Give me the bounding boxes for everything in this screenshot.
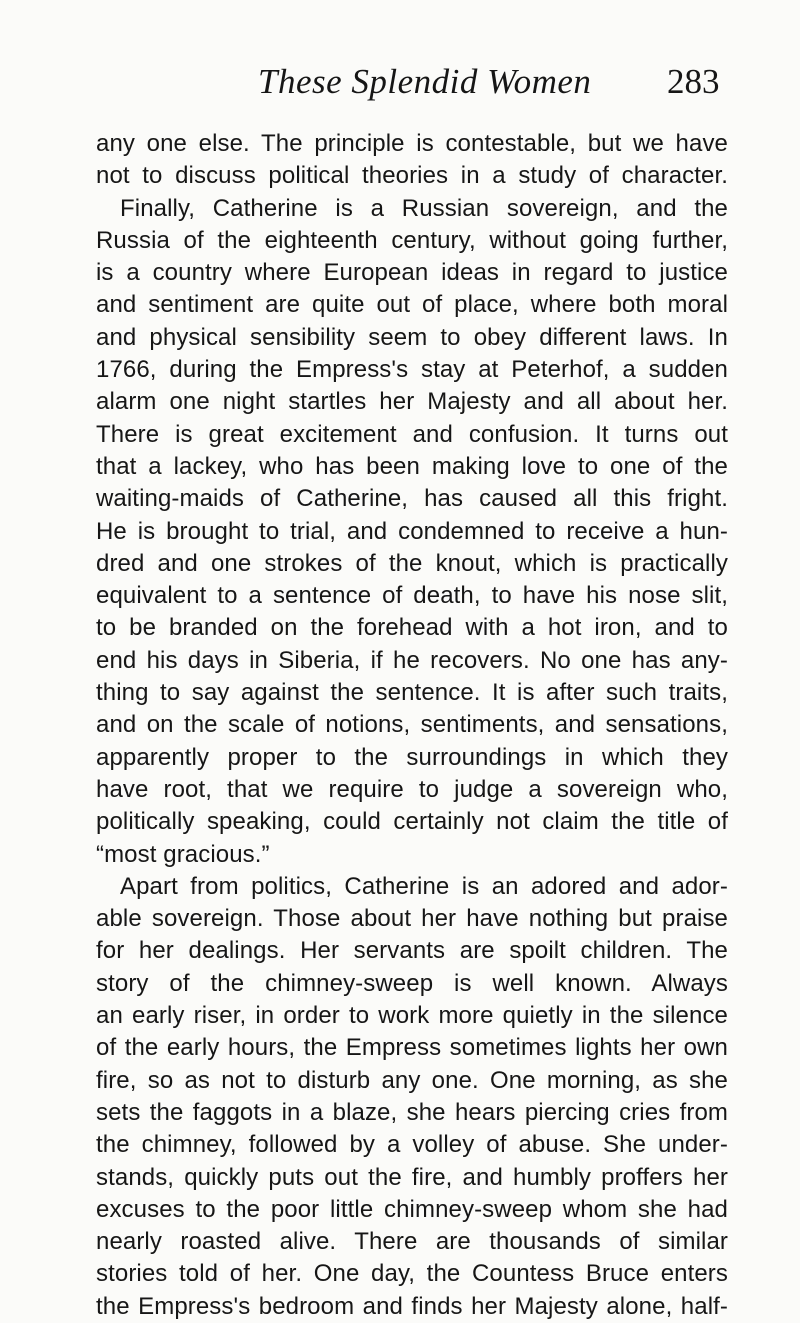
text-line: have root, that we require to judge a sovereign who, <box>96 775 728 803</box>
text-line: for her dealings. Her servants are spoilt children. The <box>96 937 728 965</box>
text-line: thing to say against the sentence. It is after such traits, <box>96 679 728 707</box>
text-line: 1766, during the Empress's stay at Peterhof, a sudden <box>96 356 728 384</box>
text-line: alarm one night startles her Majesty and all about her. <box>96 388 728 416</box>
text-line: Apart from politics, Catherine is an adored and ador- <box>120 872 728 900</box>
page-number: 283 <box>667 62 720 101</box>
text-line: Russia of the eighteenth century, without going further, <box>96 226 728 254</box>
text-line: apparently proper to the surroundings in which they <box>96 743 728 771</box>
text-line: an early riser, in order to work more quietly in the silence <box>96 1002 728 1030</box>
text-line: the chimney, followed by a volley of abuse. She under- <box>96 1131 728 1159</box>
text-line: to be branded on the forehead with a hot iron, and to <box>96 614 728 642</box>
text-line: fire, so as not to disturb any one. One morning, as she <box>96 1066 728 1094</box>
text-line: equivalent to a sentence of death, to have his nose slit, <box>96 582 728 610</box>
text-line: excuses to the poor little chimney-sweep whom she had <box>96 1195 728 1223</box>
text-line: and physical sensibility seem to obey different laws. In <box>96 323 728 351</box>
body-text <box>96 128 728 1323</box>
text-line: stories told of her. One day, the Countess Bruce enters <box>96 1260 728 1288</box>
text-line: is a country where European ideas in regard to justice <box>96 259 728 287</box>
text-line: and on the scale of notions, sentiments, and sensations, <box>96 711 728 739</box>
text-line: nearly roasted alive. There are thousands of similar <box>96 1228 728 1256</box>
text-line: not to discuss political theories in a study of character. <box>96 162 728 190</box>
text-line: story of the chimney-sweep is well known. Always <box>96 969 728 997</box>
text-line: “most gracious.” <box>96 840 270 868</box>
text-line: the Empress's bedroom and finds her Majesty alone, half- <box>96 1292 728 1320</box>
text-line: that a lackey, who has been making love to one of the <box>96 452 728 480</box>
text-line: stands, quickly puts out the fire, and humbly proffers her <box>96 1163 728 1191</box>
text-line: end his days in Siberia, if he recovers. No one has any- <box>96 646 728 674</box>
running-head-title: These Splendid Women <box>258 62 592 101</box>
text-line: politically speaking, could certainly not claim the title of <box>96 808 728 836</box>
text-line: He is brought to trial, and condemned to receive a hun- <box>96 517 728 545</box>
text-line: any one else. The principle is contestable, but we have <box>96 130 728 157</box>
text-line: There is great excitement and confusion. It turns out <box>96 420 728 448</box>
text-line: and sentiment are quite out of place, where both moral <box>96 291 728 319</box>
text-line: waiting-maids of Catherine, has caused all this fright. <box>96 485 728 513</box>
text-line: dred and one strokes of the knout, which is practically <box>96 549 728 577</box>
text-line: of the early hours, the Empress sometimes lights her own <box>96 1034 728 1062</box>
text-line: sets the faggots in a blaze, she hears piercing cries from <box>96 1098 728 1126</box>
text-line: Finally, Catherine is a Russian sovereign, and the <box>120 194 728 222</box>
text-line: able sovereign. Those about her have nothing but praise <box>96 905 728 933</box>
